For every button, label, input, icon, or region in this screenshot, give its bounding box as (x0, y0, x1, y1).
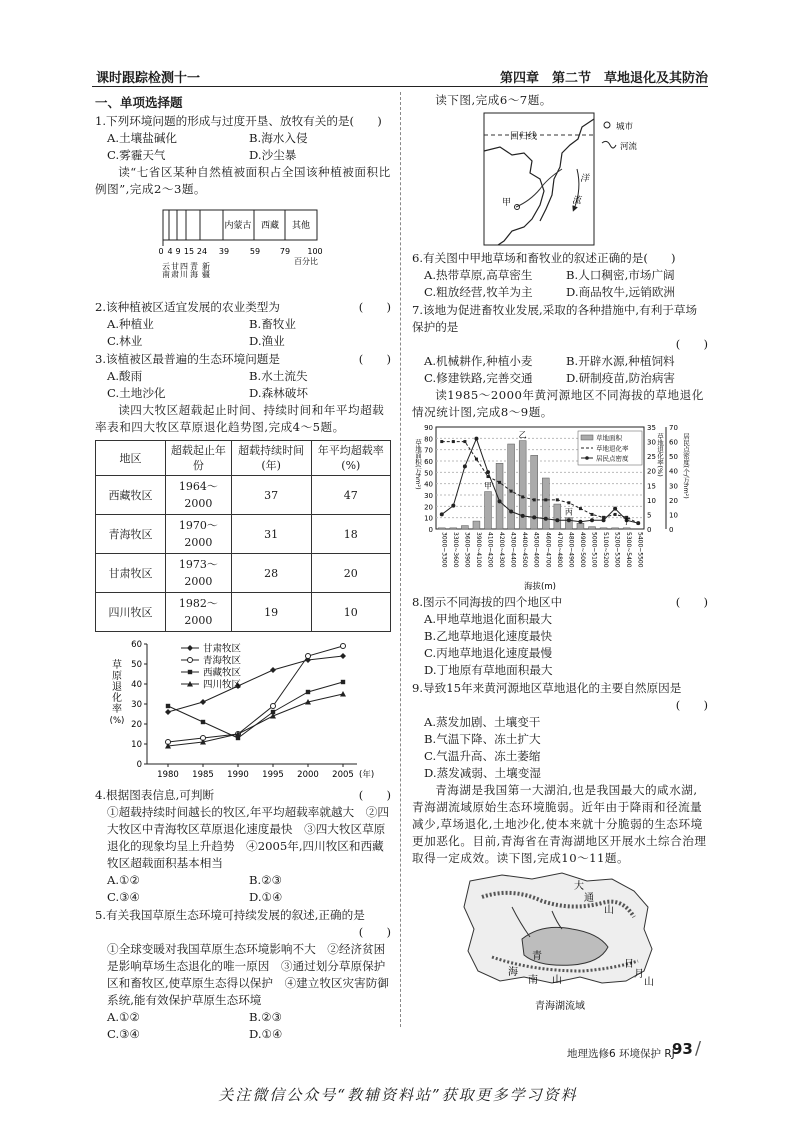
label-da: 大 (574, 881, 584, 892)
legend-label: 甘肃牧区 (203, 643, 242, 655)
question-3 (95, 351, 391, 402)
table-cell: 1964～2000 (166, 476, 232, 515)
table-cell: 甘肃牧区 (96, 554, 166, 593)
y1-tick-label: 80 (424, 435, 433, 444)
province-xinjiang: 新疆 (201, 262, 211, 278)
point-settlement-density (440, 512, 444, 516)
point-settlement-density (544, 517, 548, 521)
qinghai-lake-map (412, 867, 708, 1017)
question-6 (412, 250, 708, 301)
answer-paren: ( ) (675, 698, 708, 712)
legend-marker (188, 670, 192, 674)
data-point (341, 680, 345, 684)
question-5-stem: 5.有关我国草原生态环境可持续发展的叙述,正确的是 (95, 908, 365, 922)
y1-tick-label: 40 (424, 480, 433, 489)
x-axis-unit: (年) (359, 770, 375, 780)
y-axis-label-unit: (%) (109, 716, 125, 726)
y3-tick-label: 0 (669, 526, 674, 534)
y-axis-label-char: 率 (112, 704, 122, 715)
question-7-option-a[interactable]: A.机械耕作,种植小麦 (424, 354, 533, 368)
point-settlement-density (590, 518, 594, 522)
question-4-option-d[interactable]: D.①④ (249, 890, 283, 904)
y3-tick-label: 40 (669, 467, 678, 476)
data-point (200, 699, 206, 705)
question-3-option-b[interactable]: B.水土流失 (249, 369, 308, 383)
question-1-option-b[interactable]: B.海水入侵 (249, 131, 308, 145)
river (516, 169, 562, 207)
point-settlement-density (463, 464, 467, 468)
degradation-line-chart (95, 636, 391, 786)
y-tick-label: 40 (131, 680, 142, 690)
legend-label: 居民点密度 (596, 454, 629, 463)
column-divider (400, 92, 401, 1027)
tick-9: 9 (175, 247, 181, 256)
tick-15: 15 (183, 247, 195, 256)
y1-tick-label: 60 (424, 458, 433, 466)
legend-bar (581, 435, 593, 440)
y2-tick-label: 5 (647, 511, 652, 520)
table-cell: 1973～2000 (166, 554, 232, 593)
y-tick-label: 10 (131, 740, 142, 750)
y-axis-label-char: 化 (112, 693, 122, 704)
x-tick-label: 1985 (192, 770, 214, 780)
point-degradation-rate (533, 498, 536, 501)
y3-tick-label: 20 (669, 496, 678, 505)
y2-tick-label: 15 (647, 482, 656, 491)
answer-paren: ( ) (358, 300, 391, 314)
y1-axis-label: 草地面积(万hm²) (414, 439, 422, 490)
table-header: 超载起止年份 (166, 441, 232, 476)
y1-tick-label: 30 (424, 492, 433, 500)
x-tick-label: 2005 (332, 770, 354, 780)
bar-grassland-area (577, 523, 584, 529)
question-5-option-c[interactable]: C.③④ (107, 1027, 140, 1041)
y1-tick-label: 0 (428, 526, 433, 534)
bar-grassland-area (589, 527, 596, 529)
point-degradation-rate (567, 501, 570, 504)
bar-grassland-area (600, 528, 607, 529)
point-degradation-rate (521, 495, 524, 498)
y-tick-label: 60 (131, 640, 142, 650)
y2-tick-label: 0 (647, 526, 652, 534)
question-3-stem: 3.该植被区最普遍的生态环境问题是 (95, 352, 280, 366)
header-right: 第四章 第二节 草地退化及其防治 (499, 71, 708, 86)
y3-axis-label: 居民点密度(个/万hm²) (682, 433, 690, 499)
x-tick-label: 4800~4900 (567, 532, 575, 568)
point-settlement-density (521, 514, 525, 518)
tick-100: 100 (307, 247, 323, 256)
x-tick-label: 2000 (297, 770, 319, 780)
data-point (166, 704, 170, 708)
australia-map-svg (412, 109, 708, 249)
table-header-row (96, 441, 391, 476)
reading-4-5: 读四大牧区超载起止时间、持续时间和年平均超载率表和四大牧区草原退化趋势图,完成4～5题。 (95, 403, 385, 434)
degradation-line-svg (95, 636, 391, 786)
label-shan-east: 山 (644, 977, 654, 988)
label-tropic: 回归线 (510, 132, 538, 142)
answer-paren: ( ) (675, 337, 708, 351)
question-4-statements: ①超载持续时间越长的牧区,年平均超载率就越大 ②四大牧区中青海牧区草原退化速度最快 ③四大牧区草原退化的现象均呈上升趋势 ④2005年,四川牧区和西藏牧区超载面积基本相当 (107, 805, 389, 870)
province-yunnan: 云南 (161, 262, 171, 278)
question-6-option-d[interactable]: D.商品牧牛,远销欧洲 (566, 285, 676, 299)
label-yang: 洋 (580, 174, 590, 184)
bar-grassland-area (485, 492, 492, 529)
x-tick-label: 4500~4600 (532, 532, 540, 568)
province-sichuan: 四川 (179, 262, 189, 278)
table-header: 年平均超载率(%) (311, 441, 390, 476)
question-1 (95, 113, 391, 164)
question-4-option-b[interactable]: B.②③ (249, 873, 282, 887)
table-row (96, 593, 391, 632)
question-3-option-d[interactable]: D.森林破坏 (249, 386, 308, 400)
altitude-chart-svg (412, 421, 708, 593)
y1-tick-label: 10 (424, 514, 433, 523)
question-6-option-a[interactable]: A.热带草原,高草密生 (424, 268, 533, 282)
label-shan: 山 (604, 905, 614, 916)
question-8-option-d[interactable]: D.丁地原有草地面积最大 (424, 663, 553, 677)
y-axis-label-char: 原 (112, 671, 122, 682)
y2-tick-label: 10 (647, 496, 656, 505)
header-left: 课时跟踪检测十一 (96, 71, 201, 86)
y3-tick-label: 10 (669, 511, 678, 520)
x-tick-label: 5200~5300 (613, 532, 621, 568)
question-9-stem: 9.导致15年来黄河源地区草地退化的主要自然原因是 (412, 681, 682, 695)
tick-59: 59 (249, 247, 261, 256)
point-degradation-rate (463, 440, 466, 443)
reading-2-3: 读“七省区某种自然植被面积占全国该种植被面积比例图”,完成2～3题。 (95, 165, 391, 196)
bar-grassland-area (508, 444, 515, 529)
legend-city-icon (604, 122, 610, 128)
data-point (201, 720, 205, 724)
question-5-option-a[interactable]: A.①② (107, 1010, 140, 1024)
legend-city: 城市 (616, 122, 634, 132)
point-degradation-rate (591, 513, 594, 516)
y1-tick-label: 50 (424, 469, 433, 478)
question-1-option-d[interactable]: D.沙尘暴 (249, 148, 297, 162)
point-degradation-rate (510, 490, 513, 493)
tick-24: 24 (196, 247, 208, 256)
table-header: 地区 (96, 441, 166, 476)
point-settlement-density (451, 504, 455, 508)
vegetation-share-svg (95, 198, 391, 298)
point-settlement-density (636, 521, 640, 525)
region-neimenggu: 内蒙古 (224, 221, 252, 231)
y2-tick-label: 20 (647, 467, 656, 476)
x-tick-label: 3900~4100 (474, 532, 482, 568)
answer-paren: ( ) (358, 352, 391, 366)
legend-marker (188, 658, 193, 663)
y2-axis-label: 草地退化率(%) (656, 433, 664, 477)
question-2-option-c[interactable]: C.林业 (107, 334, 143, 348)
question-8-option-a[interactable]: A.甲地草地退化面积最大 (424, 612, 552, 626)
data-point (341, 644, 346, 649)
question-9-option-b[interactable]: B.气温下降、冻土扩大 (424, 732, 541, 746)
reading-6-7: 读下图,完成6～7题。 (435, 93, 552, 107)
question-7-option-d[interactable]: D.研制疫苗,防治病害 (566, 371, 676, 385)
watermark: 关注微信公众号“教辅资料站”获取更多学习资料 (218, 1086, 578, 1104)
table-cell: 1982～2000 (166, 593, 232, 632)
question-5 (95, 907, 391, 1043)
coastline (484, 147, 544, 245)
region-label: 甲 (484, 481, 492, 491)
question-5-statements: ①全球变暖对我国草原生态环境影响不大 ②经济贫困是影响草场生态退化的唯一原因 ③通过划分草原保护区和畜牧区,使草原生态得以保护 ④建立牧区灾害防御系统,能有效保护草原生态环境 (107, 942, 389, 1007)
right-column (412, 92, 708, 1017)
question-2-option-d[interactable]: D.渔业 (249, 334, 285, 348)
table-cell: 18 (311, 515, 390, 554)
legend-marker (187, 645, 193, 651)
y1-tick-label: 20 (424, 503, 433, 512)
series-line-2 (168, 682, 343, 738)
table-row (96, 515, 391, 554)
point-settlement-density (498, 499, 502, 503)
label-jia: 甲 (502, 198, 512, 208)
table-cell: 西藏牧区 (96, 476, 166, 515)
legend-dot (585, 456, 589, 460)
x-tick-label: 3300~3600 (451, 532, 459, 568)
x-axis-label: 海拔(m) (524, 582, 556, 592)
table-cell: 47 (311, 476, 390, 515)
legend-river-icon (602, 141, 616, 148)
x-tick-label: 5000~5100 (590, 532, 598, 568)
label-shan-south: 山 (552, 975, 562, 986)
region-other: 其他 (291, 221, 311, 231)
data-point (165, 709, 171, 715)
bar-grassland-area (612, 528, 619, 529)
bar-grassland-area (461, 526, 468, 529)
question-2 (95, 299, 391, 350)
point-settlement-density (613, 507, 617, 511)
region-label: 丁 (622, 516, 631, 526)
y-tick-label: 50 (131, 660, 142, 670)
question-8-stem: 8.图示不同海拔的四个地区中 (412, 595, 563, 609)
data-point (340, 691, 346, 697)
table-row (96, 476, 391, 515)
question-2-stem: 2.该种植被区适宜发展的农业类型为 (95, 300, 280, 314)
y-tick-label: 0 (136, 760, 142, 770)
point-settlement-density (474, 437, 478, 441)
point-degradation-rate (544, 498, 547, 501)
question-7-stem: 7.该地为促进畜牧业发展,采取的各种措施中,有利于草场保护的是 (412, 303, 698, 334)
y3-tick-label: 70 (669, 424, 678, 432)
question-6-option-c[interactable]: C.粗放经营,牧羊为主 (424, 285, 533, 299)
y1-tick-label: 70 (424, 446, 433, 455)
question-4 (95, 787, 391, 906)
answer-paren: ( ) (358, 925, 391, 939)
question-7 (412, 302, 708, 387)
question-5-option-b[interactable]: B.②③ (249, 1010, 282, 1024)
label-tong: 通 (584, 893, 594, 904)
page-number: 93 (672, 1040, 693, 1058)
reading-10-11: 青海湖是我国第一大湖泊,也是我国最大的咸水湖,青海湖流域原始生态环境脆弱。近年由于降雨和径流量减少,草场退化,土地沙化,使本来就十分脆弱的生态环境更加恶化。目前,青海省在青海湖地区开展水土综合治理取得一定成效。读下图,完成10～11题。 (412, 783, 707, 865)
reading-8-9: 读1985～2000年黄河源地区不同海拔的草地退化情况统计图,完成8～9题。 (412, 388, 704, 419)
x-tick-label: 5300~5400 (625, 532, 633, 568)
question-4-option-a[interactable]: A.①② (107, 873, 140, 887)
question-4-stem: 4.根据图表信息,可判断 (95, 788, 215, 802)
x-tick-label: 4300~4400 (509, 532, 517, 568)
tick-39: 39 (218, 247, 230, 256)
question-8-option-b[interactable]: B.乙地草地退化速度最快 (424, 629, 553, 643)
bar-grassland-area (473, 521, 480, 529)
bar-grassland-area (554, 504, 561, 529)
data-point (306, 690, 310, 694)
table-cell: 1970～2000 (166, 515, 232, 554)
question-3-option-a[interactable]: A.酸雨 (107, 369, 143, 383)
legend-label: 青海牧区 (203, 655, 242, 667)
table-cell: 20 (311, 554, 390, 593)
x-tick-label: 1980 (157, 770, 179, 780)
y-axis-label-char: 退 (112, 682, 122, 693)
table-cell: 青海牧区 (96, 515, 166, 554)
data-point (306, 654, 311, 659)
label-liu: 流 (572, 196, 582, 206)
y2-tick-label: 35 (647, 424, 656, 432)
question-5-option-d[interactable]: D.①④ (249, 1027, 283, 1041)
y-tick-label: 20 (131, 720, 142, 730)
question-2-option-b[interactable]: B.畜牧业 (249, 317, 296, 331)
question-6-stem: 6.有关图中甲地草场和畜牧业的叙述正确的是( ) (412, 251, 676, 265)
table-header: 超载持续时间(年) (231, 441, 311, 476)
section-title: 一、单项选择题 (95, 95, 183, 110)
point-degradation-rate (452, 440, 455, 443)
australia-map-figure (412, 109, 708, 249)
table-cell: 19 (231, 593, 311, 632)
table-cell: 四川牧区 (96, 593, 166, 632)
qinghai-lake-svg (412, 867, 708, 1017)
y3-tick-label: 60 (669, 438, 678, 447)
question-6-option-b[interactable]: B.人口稠密,市场广阔 (566, 268, 675, 282)
answer-paren: ( ) (675, 595, 708, 609)
legend-label: 西藏牧区 (203, 667, 242, 679)
table-cell: 28 (231, 554, 311, 593)
east-coastline (540, 119, 594, 221)
question-9 (412, 680, 708, 782)
x-tick-label: 5100~5200 (602, 532, 610, 568)
footer-slash: / (695, 1038, 702, 1059)
table-cell: 10 (311, 593, 390, 632)
question-1-stem: 1.下列环境问题的形成与过度开垦、放牧有关的是( ) (95, 114, 382, 128)
question-8 (412, 594, 708, 679)
question-1-option-a[interactable]: A.土壤盐碱化 (107, 131, 178, 145)
x-tick-label: 4900~5000 (578, 532, 586, 568)
x-tick-label: 3600~3900 (463, 532, 471, 568)
point-settlement-density (509, 510, 513, 514)
data-point (271, 704, 276, 709)
point-degradation-rate (579, 507, 582, 510)
footer-label: 地理选修6 环境保护 RJ (567, 1048, 675, 1060)
point-settlement-density (532, 515, 536, 519)
point-degradation-rate (475, 458, 478, 461)
label-yue: 月 (634, 969, 644, 980)
table-cell: 37 (231, 476, 311, 515)
x-tick-label: 4200~4300 (498, 532, 506, 568)
tick-0: 0 (158, 247, 164, 256)
region-label: 乙 (518, 430, 527, 440)
answer-paren: ( ) (358, 788, 391, 802)
point-settlement-density (486, 470, 490, 474)
tick-79: 79 (279, 247, 291, 256)
point-settlement-density (567, 518, 571, 522)
y3-tick-label: 50 (669, 453, 678, 462)
data-point (270, 667, 276, 673)
unit-percent: 百分比 (294, 257, 318, 266)
question-3-option-c[interactable]: C.土地沙化 (107, 386, 166, 400)
overgrazing-table (95, 440, 391, 632)
question-9-option-a[interactable]: A.蒸发加剧、土壤变干 (424, 715, 541, 729)
question-9-option-d[interactable]: D.蒸发减弱、土壤变湿 (424, 766, 541, 780)
vegetation-share-figure (95, 198, 391, 298)
legend-label: 草地面积 (596, 434, 622, 442)
y-tick-label: 30 (131, 700, 142, 710)
legend-label: 草地退化率 (596, 444, 629, 453)
header-rule (92, 86, 708, 87)
question-7-option-b[interactable]: B.开辟水源,种植饲料 (566, 354, 675, 368)
tick-4: 4 (167, 247, 173, 256)
point-degradation-rate (498, 481, 501, 484)
left-column (95, 92, 391, 1043)
x-tick-label: 4700~4800 (555, 532, 563, 568)
bar-grassland-area (438, 528, 445, 529)
question-8-option-c[interactable]: C.丙地草地退化速度最慢 (424, 646, 553, 660)
x-tick-label: 1990 (227, 770, 249, 780)
point-degradation-rate (614, 513, 617, 516)
y1-tick-label: 90 (424, 424, 433, 432)
map-caption: 青海湖流域 (535, 1001, 585, 1012)
question-7-option-c[interactable]: C.修建铁路,完善交通 (424, 371, 533, 385)
question-9-option-c[interactable]: C.气温升高、冻土萎缩 (424, 749, 541, 763)
table-cell: 31 (231, 515, 311, 554)
x-tick-label: 4600~4700 (544, 532, 552, 568)
question-1-option-c[interactable]: C.雾霾天气 (107, 148, 166, 162)
province-gansu: 甘肃 (170, 262, 180, 278)
point-settlement-density (578, 520, 582, 524)
legend-river: 河流 (620, 142, 638, 152)
legend-label: 四川牧区 (203, 679, 242, 691)
bar-grassland-area (623, 528, 630, 529)
province-qinghai: 青海 (189, 262, 199, 278)
x-tick-label: 1995 (262, 770, 284, 780)
y3-tick-label: 30 (669, 482, 678, 491)
label-nan: 南 (528, 975, 538, 986)
question-4-option-c[interactable]: C.③④ (107, 890, 140, 904)
x-tick-label: 4400~4500 (521, 532, 529, 568)
data-point (340, 653, 346, 659)
x-tick-label: 4100~4200 (486, 532, 494, 568)
y-axis-label-char: 草 (112, 660, 122, 671)
bar-grassland-area (450, 528, 457, 529)
label-qing: 青 (532, 951, 542, 962)
region-xizang: 西藏 (260, 221, 280, 231)
y2-tick-label: 30 (647, 438, 656, 447)
x-tick-label: 3000~3300 (440, 532, 448, 568)
table-row (96, 554, 391, 593)
y2-tick-label: 25 (647, 453, 656, 462)
altitude-chart (412, 421, 708, 593)
x-tick-label: 5400~5500 (636, 532, 644, 568)
question-2-option-a[interactable]: A.种植业 (107, 317, 154, 331)
bar-grassland-area (542, 478, 549, 529)
label-ri: 日 (624, 959, 634, 970)
point-settlement-density (602, 518, 606, 522)
label-hai: 海 (508, 967, 518, 978)
point-degradation-rate (440, 440, 443, 443)
point-settlement-density (555, 518, 559, 522)
region-label: 丙 (564, 507, 573, 517)
point-degradation-rate (556, 498, 559, 501)
